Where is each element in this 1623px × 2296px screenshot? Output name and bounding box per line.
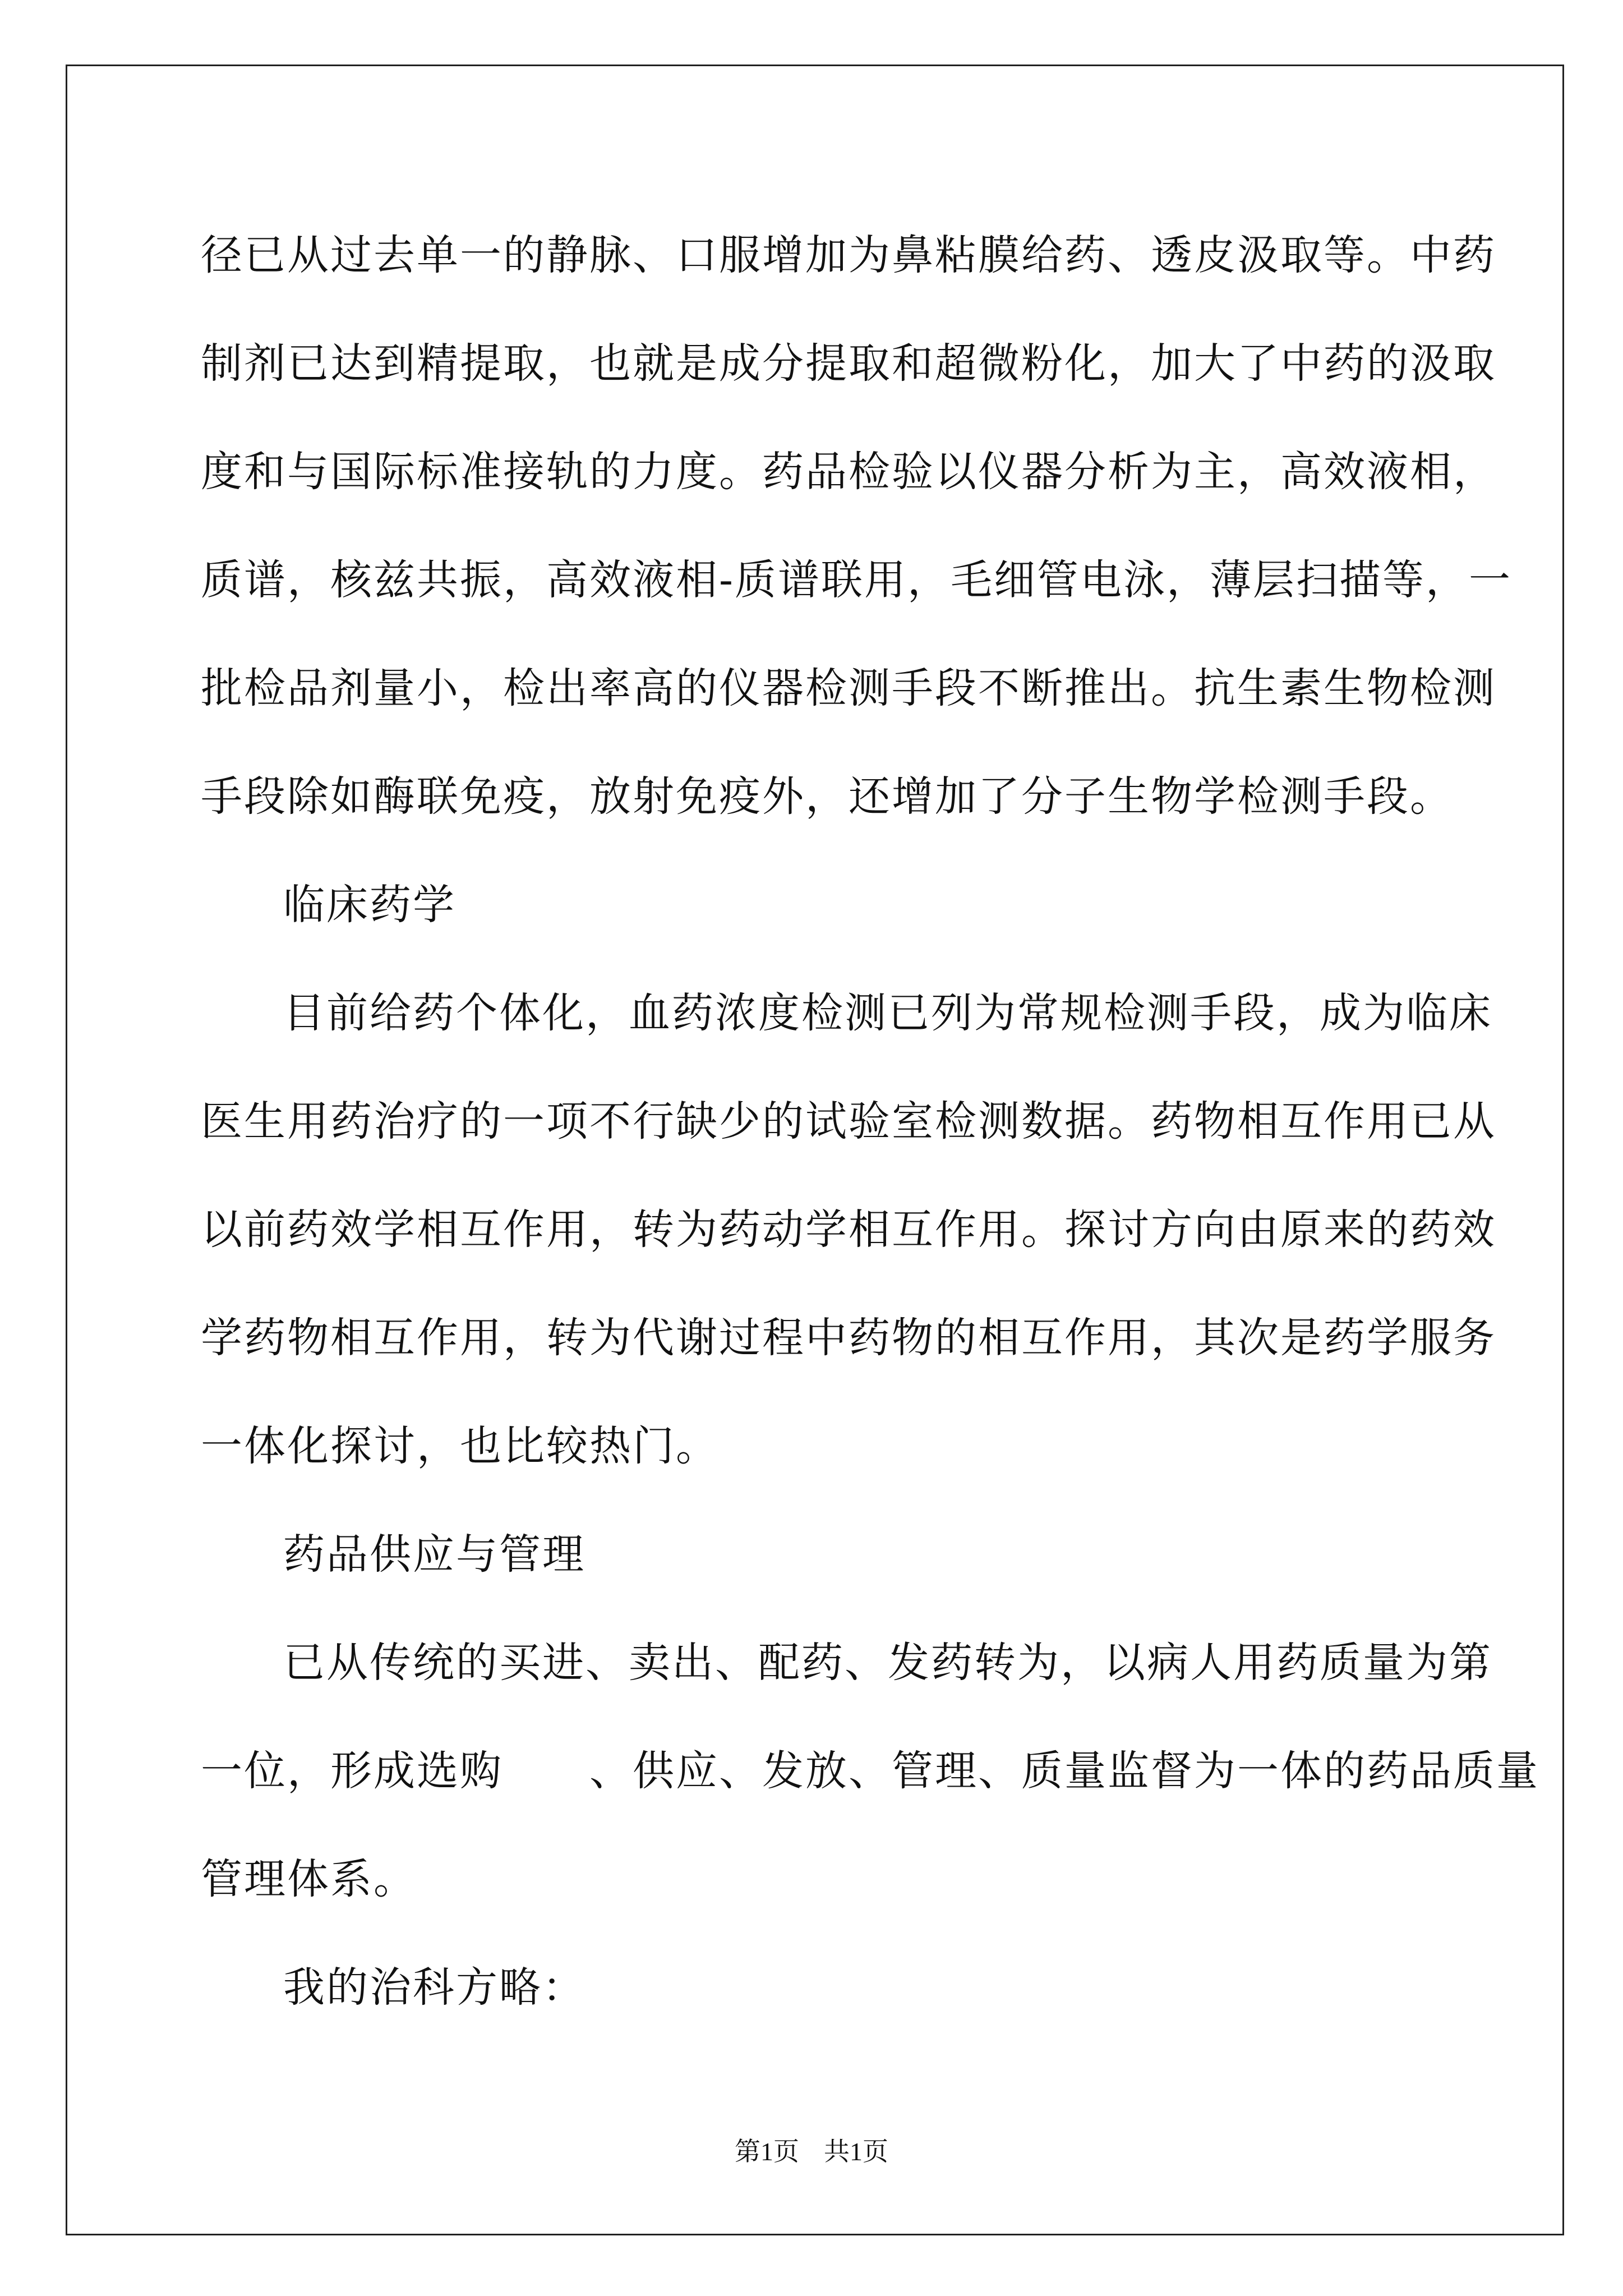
section-heading: 临床药学 — [283, 881, 456, 929]
paragraph-line: 已从传统的买进、卖出、配药、发药转为，以病人用药质量为第 — [283, 1639, 1492, 1687]
paragraph-line: 医生用药治疗的一项不行缺少的试验室检测数据。药物相互作用已从 — [201, 1097, 1496, 1145]
page-footer — [0, 2136, 1623, 2168]
paragraph-line: 径已从过去单一的静脉、口服增加为鼻粘膜给药、透皮汲取等。中药 — [201, 231, 1496, 279]
page-total: 共1页 — [824, 2137, 888, 2166]
paragraph-line: 度和与国际标准接轨的力度。药品检验以仪器分析为主，高效液相， — [201, 448, 1496, 496]
paragraph-line: 质谱，核兹共振，高效液相-质谱联用，毛细管电泳，薄层扫描等，一 — [201, 556, 1513, 604]
section-heading: 药品供应与管理 — [283, 1530, 585, 1579]
paragraph-line: 制剂已达到精提取，也就是成分提取和超微粉化，加大了中药的汲取 — [201, 339, 1496, 388]
paragraph-line: 一体化探讨，也比较热门。 — [201, 1422, 719, 1470]
paragraph-line: 学药物相互作用，转为代谢过程中药物的相互作用，其次是药学服务 — [201, 1314, 1496, 1362]
section-heading: 我的治科方略： — [283, 1963, 585, 2012]
paragraph-line: 目前给药个体化，血药浓度检测已列为常规检测手段，成为临床 — [283, 989, 1492, 1037]
page-number: 第1页 — [735, 2137, 799, 2166]
paragraph-line: 以前药效学相互作用，转为药动学相互作用。探讨方向由原来的药效 — [201, 1205, 1496, 1254]
document-body — [201, 212, 1539, 2053]
paragraph-line: 手段除如酶联免疫，放射免疫外，还增加了分子生物学检测手段。 — [201, 772, 1453, 821]
paragraph-line: 管理体系。 — [201, 1855, 417, 1903]
paragraph-line: 批检品剂量小，检出率高的仪器检测手段不断推出。抗生素生物检测 — [201, 664, 1496, 712]
paragraph-line: 一位，形成选购 、供应、发放、管理、质量监督为一体的药品质量 — [201, 1747, 1539, 1795]
